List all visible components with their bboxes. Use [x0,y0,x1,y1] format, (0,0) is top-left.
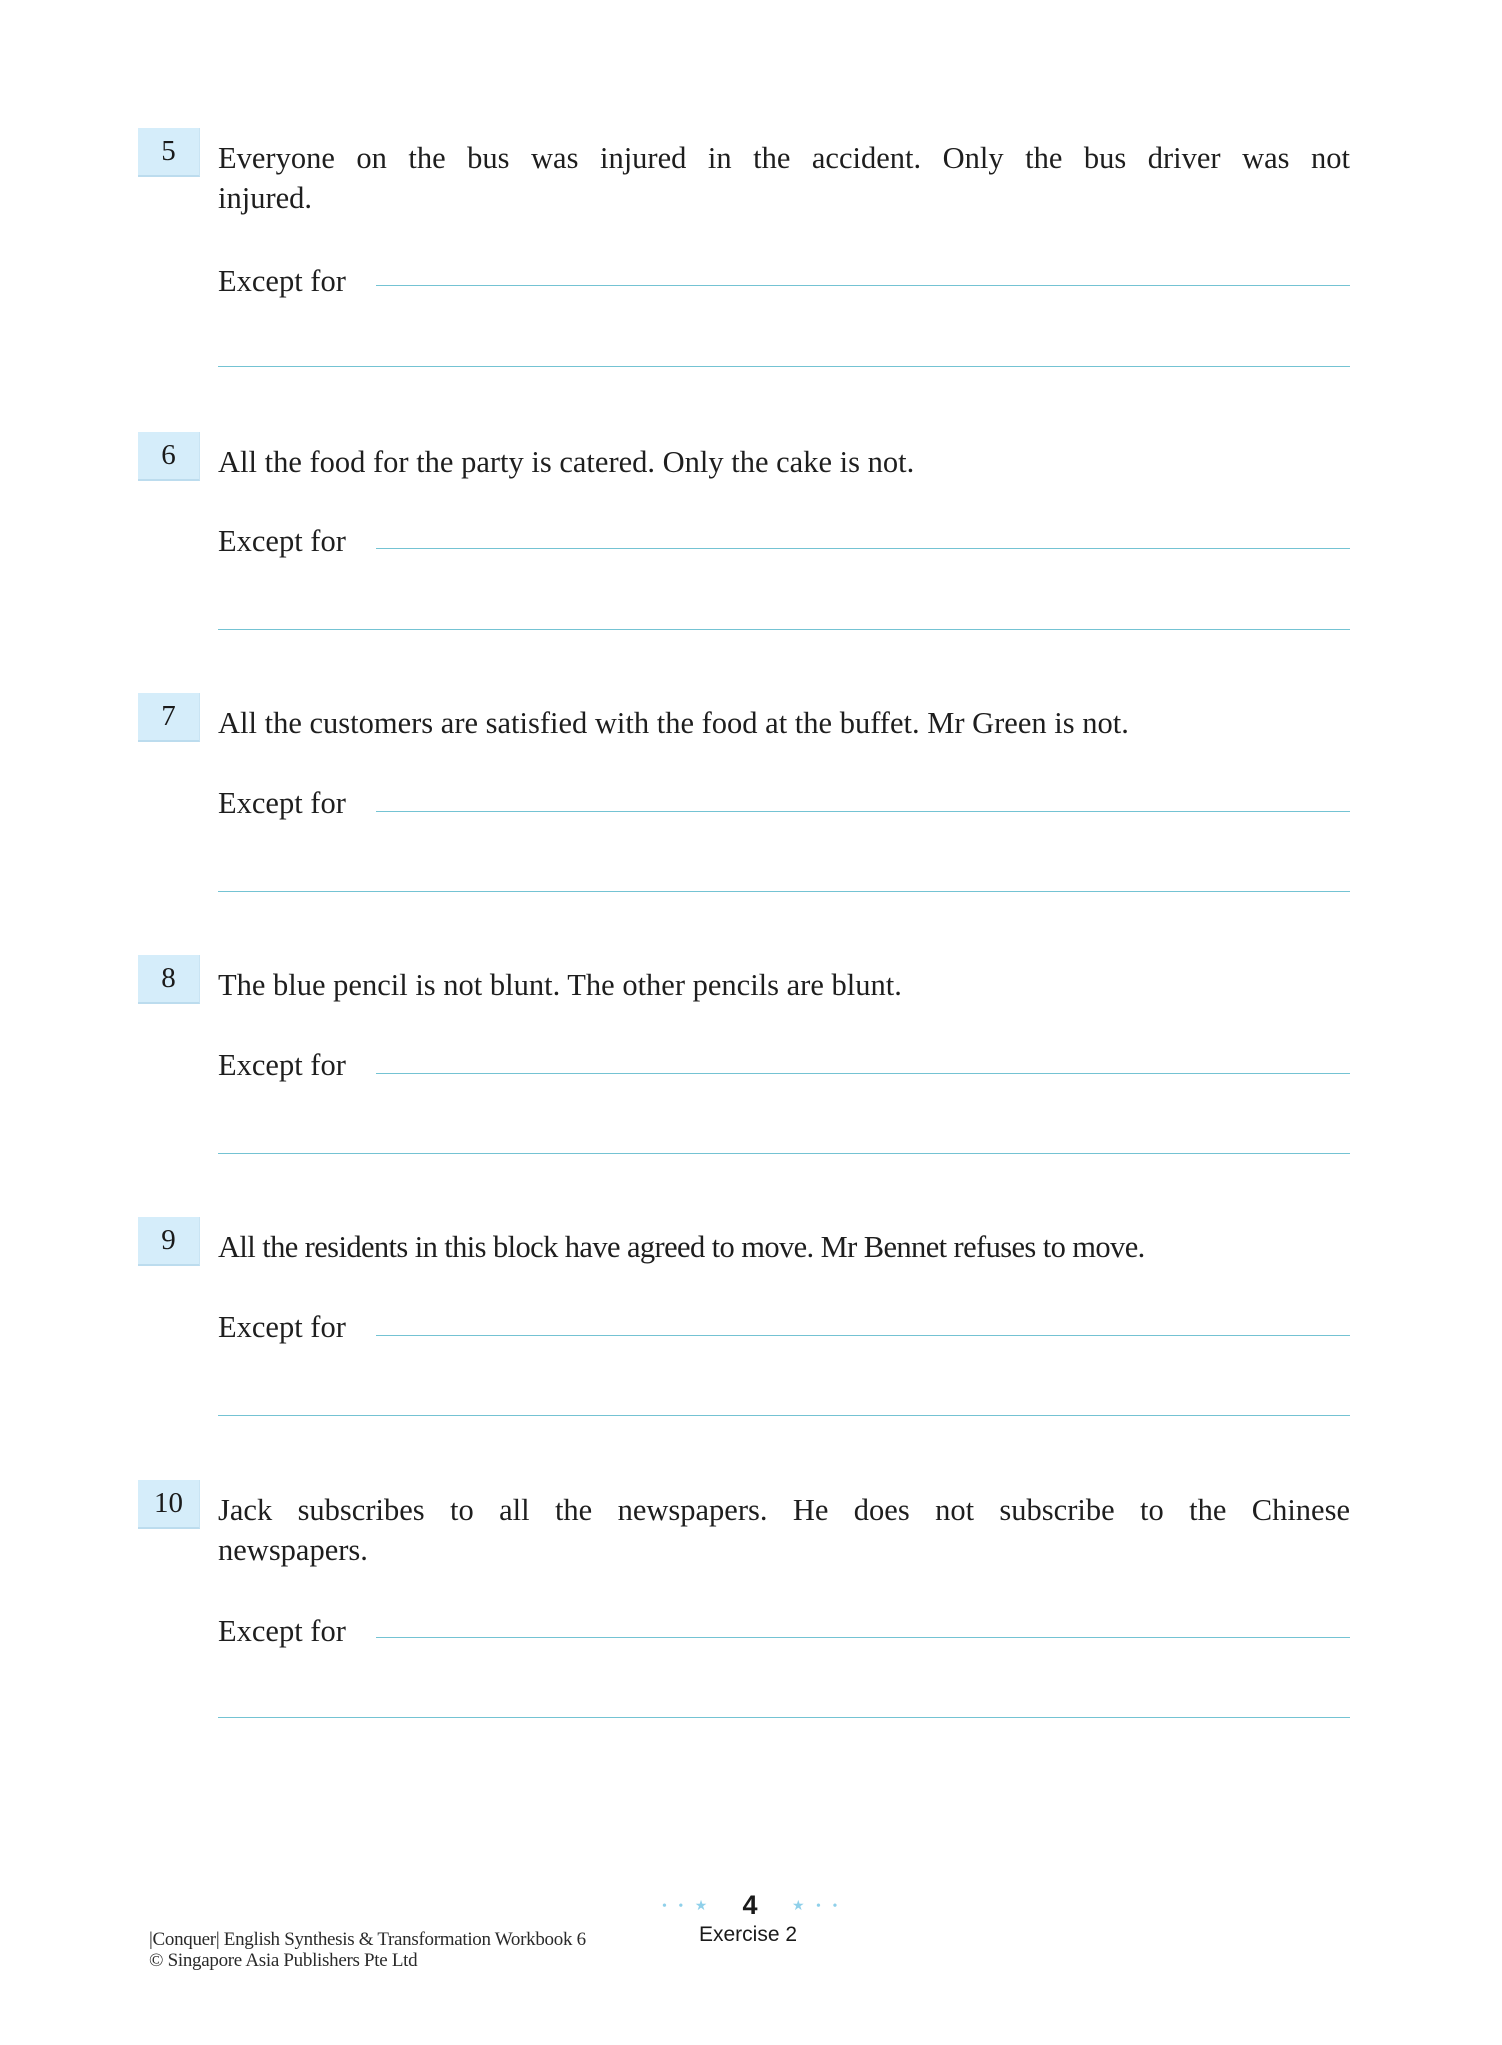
star-decoration-left-icon: • • ★ [662,1899,712,1914]
question-number-badge: 7 [138,693,200,742]
answer-line-1[interactable] [376,1073,1350,1074]
page-number: 4 [742,1890,758,1920]
question-sentence [218,1490,1350,1570]
section-label: Exercise 2 [699,1923,798,1946]
question-number-badge: 8 [138,955,200,1004]
except-for-prompt: Except for [218,1310,346,1344]
question-sentence-line: injured. [218,181,313,215]
answer-line-1[interactable] [376,1637,1350,1638]
answer-line-1[interactable] [376,811,1350,812]
question-sentence: All the residents in this block have agreed to move. Mr Bennet refuses to move. [218,1230,1145,1264]
answer-line-1[interactable] [376,1335,1350,1336]
book-title: |Conquer| English Synthesis & Transformation Workbook 6 [149,1929,586,1950]
question-sentence-line: Jack subscribes to all the newspapers. He does not subscribe to the Chinese [218,1493,1350,1527]
answer-line-1[interactable] [376,285,1350,286]
copyright-notice: © Singapore Asia Publishers Pte Ltd [149,1950,418,1971]
question-sentence: All the food for the party is catered. Only the cake is not. [218,445,915,479]
except-for-prompt: Except for [218,1614,346,1648]
except-for-prompt: Except for [218,1048,346,1082]
except-for-prompt: Except for [218,524,346,558]
answer-line-2[interactable] [218,1415,1350,1416]
answer-line-1[interactable] [376,548,1350,549]
except-for-prompt: Except for [218,786,346,820]
question-number-badge: 6 [138,432,200,481]
question-number-badge: 5 [138,128,200,177]
question-number-badge: 10 [138,1480,200,1529]
star-decoration-right-icon: ★ • • [792,1899,842,1914]
question-sentence [218,138,1350,218]
answer-line-2[interactable] [218,366,1350,367]
answer-line-2[interactable] [218,891,1350,892]
question-sentence: The blue pencil is not blunt. The other pencils are blunt. [218,968,902,1002]
question-sentence: All the customers are satisfied with the food at the buffet. Mr Green is not. [218,706,1129,740]
question-sentence-line: Everyone on the bus was injured in the accident. Only the bus driver was not [218,141,1350,175]
answer-line-2[interactable] [218,1717,1350,1718]
except-for-prompt: Except for [218,264,346,298]
question-number-badge: 9 [138,1217,200,1266]
question-sentence-line: newspapers. [218,1533,368,1567]
answer-line-2[interactable] [218,629,1350,630]
answer-line-2[interactable] [218,1153,1350,1154]
